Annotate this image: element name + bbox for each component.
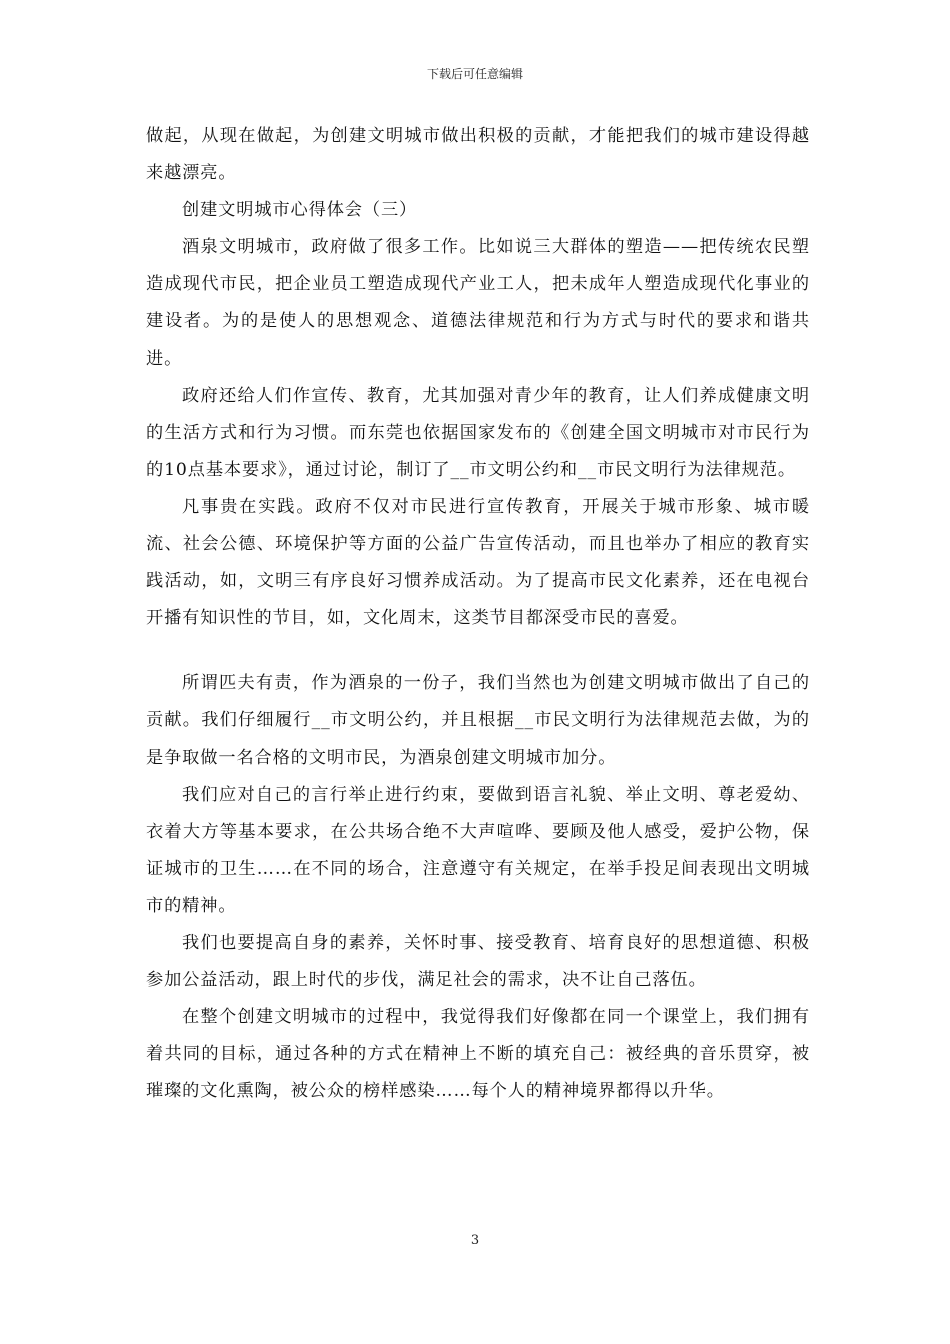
page-number: 3 [470, 1233, 480, 1248]
document-body [146, 118, 810, 1110]
paragraph: 酒泉文明城市，政府做了很多工作。比如说三大群体的塑造——把传统农民塑造成现代市民，把企业员工塑造成现代产业工人，把未成年人塑造成现代化事业的建设者。为的是使人的思想观念、道德法律规范和行为方式与时代的要求和谐共进。 [146, 237, 810, 369]
paragraph: 凡事贵在实践。政府不仅对市民进行宣传教育，开展关于城市形象、城市暖流、社会公德、环境保护等方面的公益广告宣传活动，而且也举办了相应的教育实践活动，如，文明三有序良好习惯养成活动。为了提高市民文化素养，还在电视台开播有知识性的节目，如，文化周末，这类节目都深受市民的喜爱。 [146, 496, 810, 629]
paragraph: 所谓匹夫有责，作为酒泉的一份子，我们当然也为创建文明城市做出了自己的贡献。我们仔细履行__市文明公约，并且根据__市民文明行为法律规范去做，为的是争取做一名合格的文明市民，为酒泉创建文明城市加分。 [146, 673, 810, 768]
page-header: 下载后可任意编辑 [426, 67, 523, 81]
paragraph-continuation: 做起，从现在做起，为创建文明城市做出积极的贡献，才能把我们的城市建设得越来越漂亮。 [146, 126, 810, 184]
section-heading: 创建文明城市心得体会（三） [182, 200, 418, 221]
paragraph: 我们应对自己的言行举止进行约束，要做到语言礼貌、举止文明、尊老爱幼、衣着大方等基本要求，在公共场合绝不大声喧哗、要顾及他人感受，爱护公物，保证城市的卫生……在不同的场合，注意遵守有关规定，在举手投足间表现出文明城市的精神。 [146, 784, 810, 916]
paragraph: 政府还给人们作宣传、教育，尤其加强对青少年的教育，让人们养成健康文明的生活方式和行为习惯。而东莞也依据国家发布的《创建全国文明城市对市民行为的10点基本要求》，通过讨论，制订了__市文明公约和__市民文明行为法律规范。 [146, 385, 810, 480]
paragraph: 我们也要提高自身的素养，关怀时事、接受教育、培育良好的思想道德、积极参加公益活动，跟上时代的步伐，满足社会的需求，决不让自己落伍。 [146, 932, 810, 991]
paragraph: 在整个创建文明城市的过程中，我觉得我们好像都在同一个课堂上，我们拥有着共同的目标，通过各种的方式在精神上不断的填充自己：被经典的音乐贯穿，被璀璨的文化熏陶，被公众的榜样感染……每个人的精神境界都得以升华。 [146, 1007, 810, 1102]
